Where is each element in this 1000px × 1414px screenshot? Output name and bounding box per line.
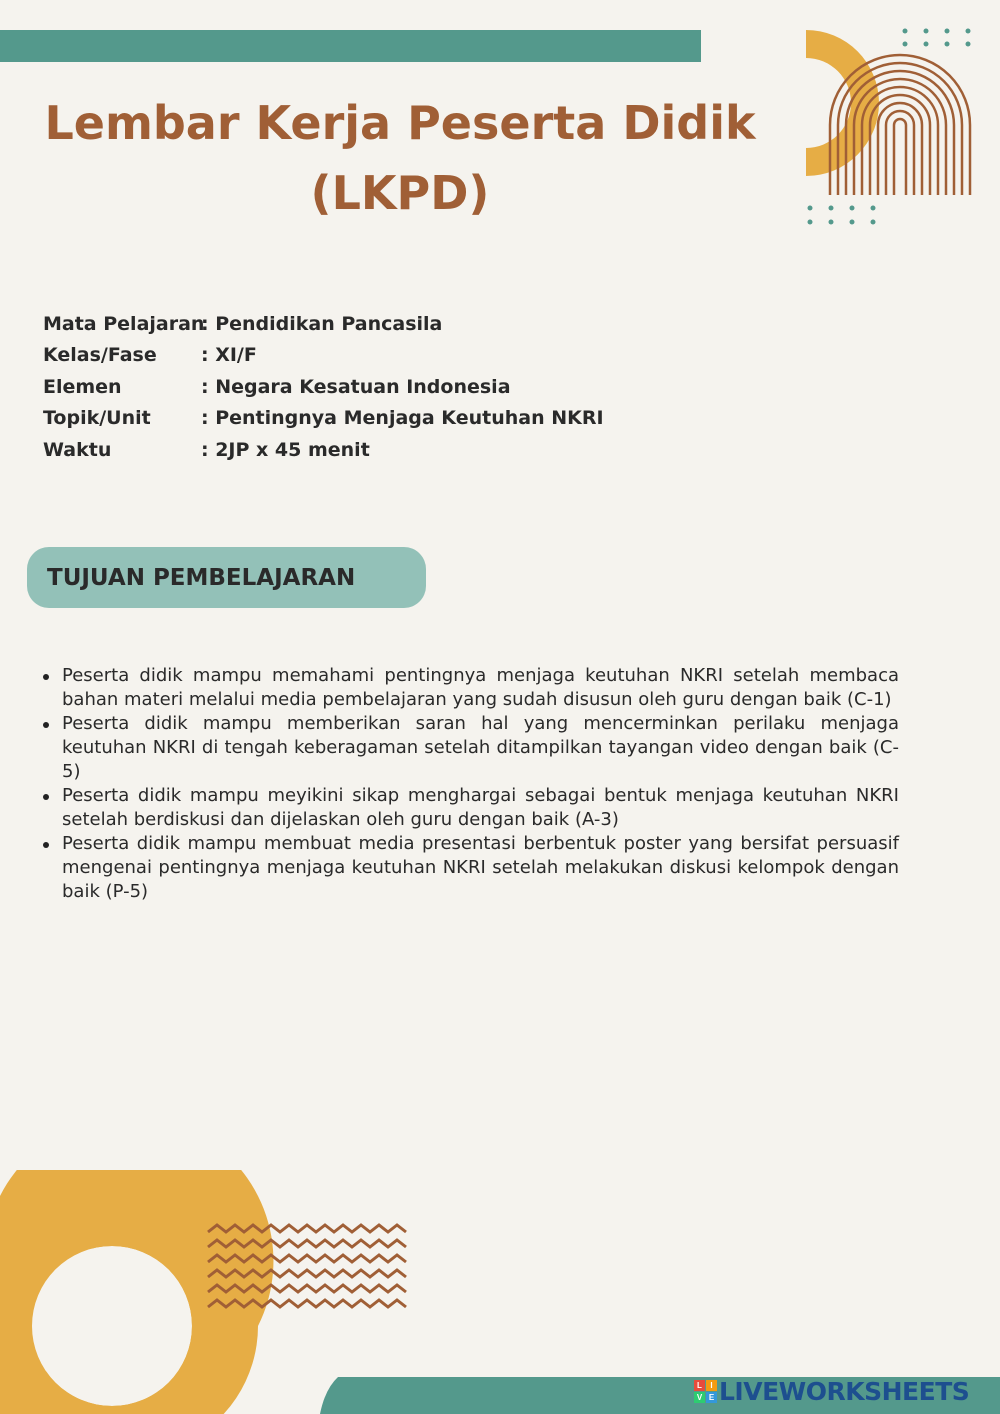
- list-item: Peserta didik mampu memberikan saran hal yang mencerminkan perilaku menjaga keutuhan NKRI di tengah keberagaman setelah ditampilkan tayangan video dengan baik (C-5): [62, 713, 899, 782]
- info-row-element: [43, 371, 604, 403]
- logo-letter: V: [694, 1392, 705, 1403]
- logo-letter: I: [706, 1380, 717, 1391]
- section-heading-learning-goals: TUJUAN PEMBELAJARAN: [27, 547, 426, 608]
- liveworksheets-logo: [694, 1380, 717, 1403]
- list-item: Peserta didik mampu membuat media presentasi berbentuk poster yang bersifat persuasif mengenai pentingnya menjaga keutuhan NKRI setelah melakukan diskusi kelompok dengan baik (P-5): [62, 833, 899, 902]
- page-title-line-1: Lembar Kerja Peserta Didik: [44, 96, 756, 150]
- info-label: Topik/Unit: [43, 407, 151, 430]
- info-label: Mata Pelajaran: [43, 312, 205, 335]
- info-label: Kelas/Fase: [43, 344, 157, 367]
- logo-letter: L: [694, 1380, 705, 1391]
- page-title-line-2: (LKPD): [310, 166, 490, 220]
- lesson-info: [43, 308, 604, 466]
- info-value: : Negara Kesatuan Indonesia: [201, 375, 511, 398]
- info-row-topic: [43, 403, 604, 435]
- logo-letter: E: [706, 1392, 717, 1403]
- top-teal-bar: [0, 30, 701, 62]
- info-value: : Pendidikan Pancasila: [201, 312, 443, 335]
- learning-goals-list: [40, 664, 899, 904]
- info-value: : XI/F: [201, 344, 257, 367]
- list-item: Peserta didik mampu memahami pentingnya menjaga keutuhan NKRI setelah membaca bahan materi melalui media pembelajaran yang sudah disusun oleh guru dengan baik (C-1): [62, 665, 899, 710]
- info-label: Elemen: [43, 375, 122, 398]
- liveworksheets-watermark: [694, 1377, 969, 1405]
- arch-pattern-decoration: [800, 25, 1000, 230]
- info-value: : 2JP x 45 menit: [201, 438, 370, 461]
- liveworksheets-text: LIVEWORKSHEETS: [719, 1376, 970, 1406]
- info-row-time: [43, 434, 604, 466]
- page-title: [0, 88, 800, 228]
- info-row-subject: [43, 308, 604, 340]
- info-value: : Pentingnya Menjaga Keutuhan NKRI: [201, 407, 604, 430]
- info-row-class: [43, 340, 604, 372]
- info-label: Waktu: [43, 438, 112, 461]
- list-item: Peserta didik mampu meyikini sikap menghargai sebagai bentuk menjaga keutuhan NKRI setelah berdiskusi dan dijelaskan oleh guru dengan baik (A-3): [62, 785, 899, 830]
